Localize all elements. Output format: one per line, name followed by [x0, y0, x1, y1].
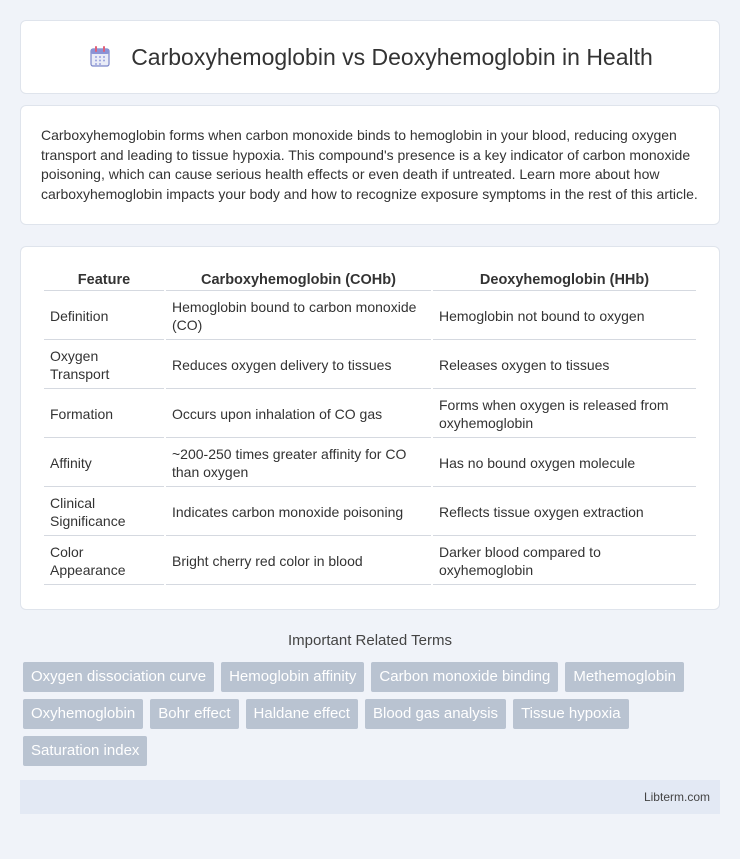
- intro-text: Carboxyhemoglobin forms when carbon monoxide binds to hemoglobin in your blood, reducing oxygen transport and leading to tissue hypoxia. This compound's presence is a key indicator of carbon monoxide poisoning, which can cause serious health effects or even death if untreated. Learn more about how carboxyhemoglobin impacts your body and how to recognize exposure symptoms in the rest of this article.: [41, 127, 698, 202]
- comparison-table: [42, 269, 698, 587]
- row-feature: Definition: [44, 293, 164, 340]
- row-hhb: Reflects tissue oxygen extraction: [433, 489, 696, 536]
- row-hhb: Darker blood compared to oxyhemoglobin: [433, 538, 696, 585]
- header-feature: Feature: [44, 271, 164, 291]
- table-row: [44, 489, 696, 536]
- table-row: [44, 293, 696, 340]
- row-cohb: ~200-250 times greater affinity for CO than oxygen: [166, 440, 431, 487]
- comparison-table-card: [20, 246, 720, 610]
- row-feature: Affinity: [44, 440, 164, 487]
- row-hhb: Releases oxygen to tissues: [433, 342, 696, 389]
- related-term-tag[interactable]: Haldane effect: [246, 699, 358, 729]
- row-hhb: Forms when oxygen is released from oxyhemoglobin: [433, 391, 696, 438]
- header-card: [20, 20, 720, 94]
- calendar-icon: [87, 44, 113, 70]
- table-header-row: [44, 271, 696, 291]
- table-row: [44, 538, 696, 585]
- related-term-tag[interactable]: Blood gas analysis: [365, 699, 506, 729]
- table-row: [44, 440, 696, 487]
- related-term-tag[interactable]: Oxyhemoglobin: [23, 699, 143, 729]
- row-feature: Formation: [44, 391, 164, 438]
- row-hhb: Hemoglobin not bound to oxygen: [433, 293, 696, 340]
- row-cohb: Hemoglobin bound to carbon monoxide (CO): [166, 293, 431, 340]
- table-row: [44, 342, 696, 389]
- row-cohb: Bright cherry red color in blood: [166, 538, 431, 585]
- footer: [20, 780, 720, 814]
- row-cohb: Occurs upon inhalation of CO gas: [166, 391, 431, 438]
- table-row: [44, 391, 696, 438]
- related-terms-title: Important Related Terms: [288, 632, 452, 649]
- row-feature: Oxygen Transport: [44, 342, 164, 389]
- header-carboxyhemoglobin: Carboxyhemoglobin (COHb): [166, 271, 431, 291]
- header-deoxyhemoglobin: Deoxyhemoglobin (HHb): [433, 271, 696, 291]
- related-term-tag[interactable]: Saturation index: [23, 736, 147, 766]
- row-cohb: Reduces oxygen delivery to tissues: [166, 342, 431, 389]
- row-feature: Color Appearance: [44, 538, 164, 585]
- row-feature: Clinical Significance: [44, 489, 164, 536]
- related-term-tag[interactable]: Oxygen dissociation curve: [23, 662, 214, 692]
- related-term-tag[interactable]: Bohr effect: [150, 699, 238, 729]
- related-term-tag[interactable]: Hemoglobin affinity: [221, 662, 364, 692]
- related-term-tag[interactable]: Methemoglobin: [565, 662, 684, 692]
- row-cohb: Indicates carbon monoxide poisoning: [166, 489, 431, 536]
- footer-site-link[interactable]: Libterm.com: [643, 790, 710, 804]
- related-term-tag[interactable]: Tissue hypoxia: [513, 699, 629, 729]
- intro-card: [20, 105, 720, 225]
- related-terms-list: [20, 662, 720, 766]
- page-title: Carboxyhemoglobin vs Deoxyhemoglobin in Health: [131, 43, 653, 70]
- related-term-tag[interactable]: Carbon monoxide binding: [371, 662, 558, 692]
- row-hhb: Has no bound oxygen molecule: [433, 440, 696, 487]
